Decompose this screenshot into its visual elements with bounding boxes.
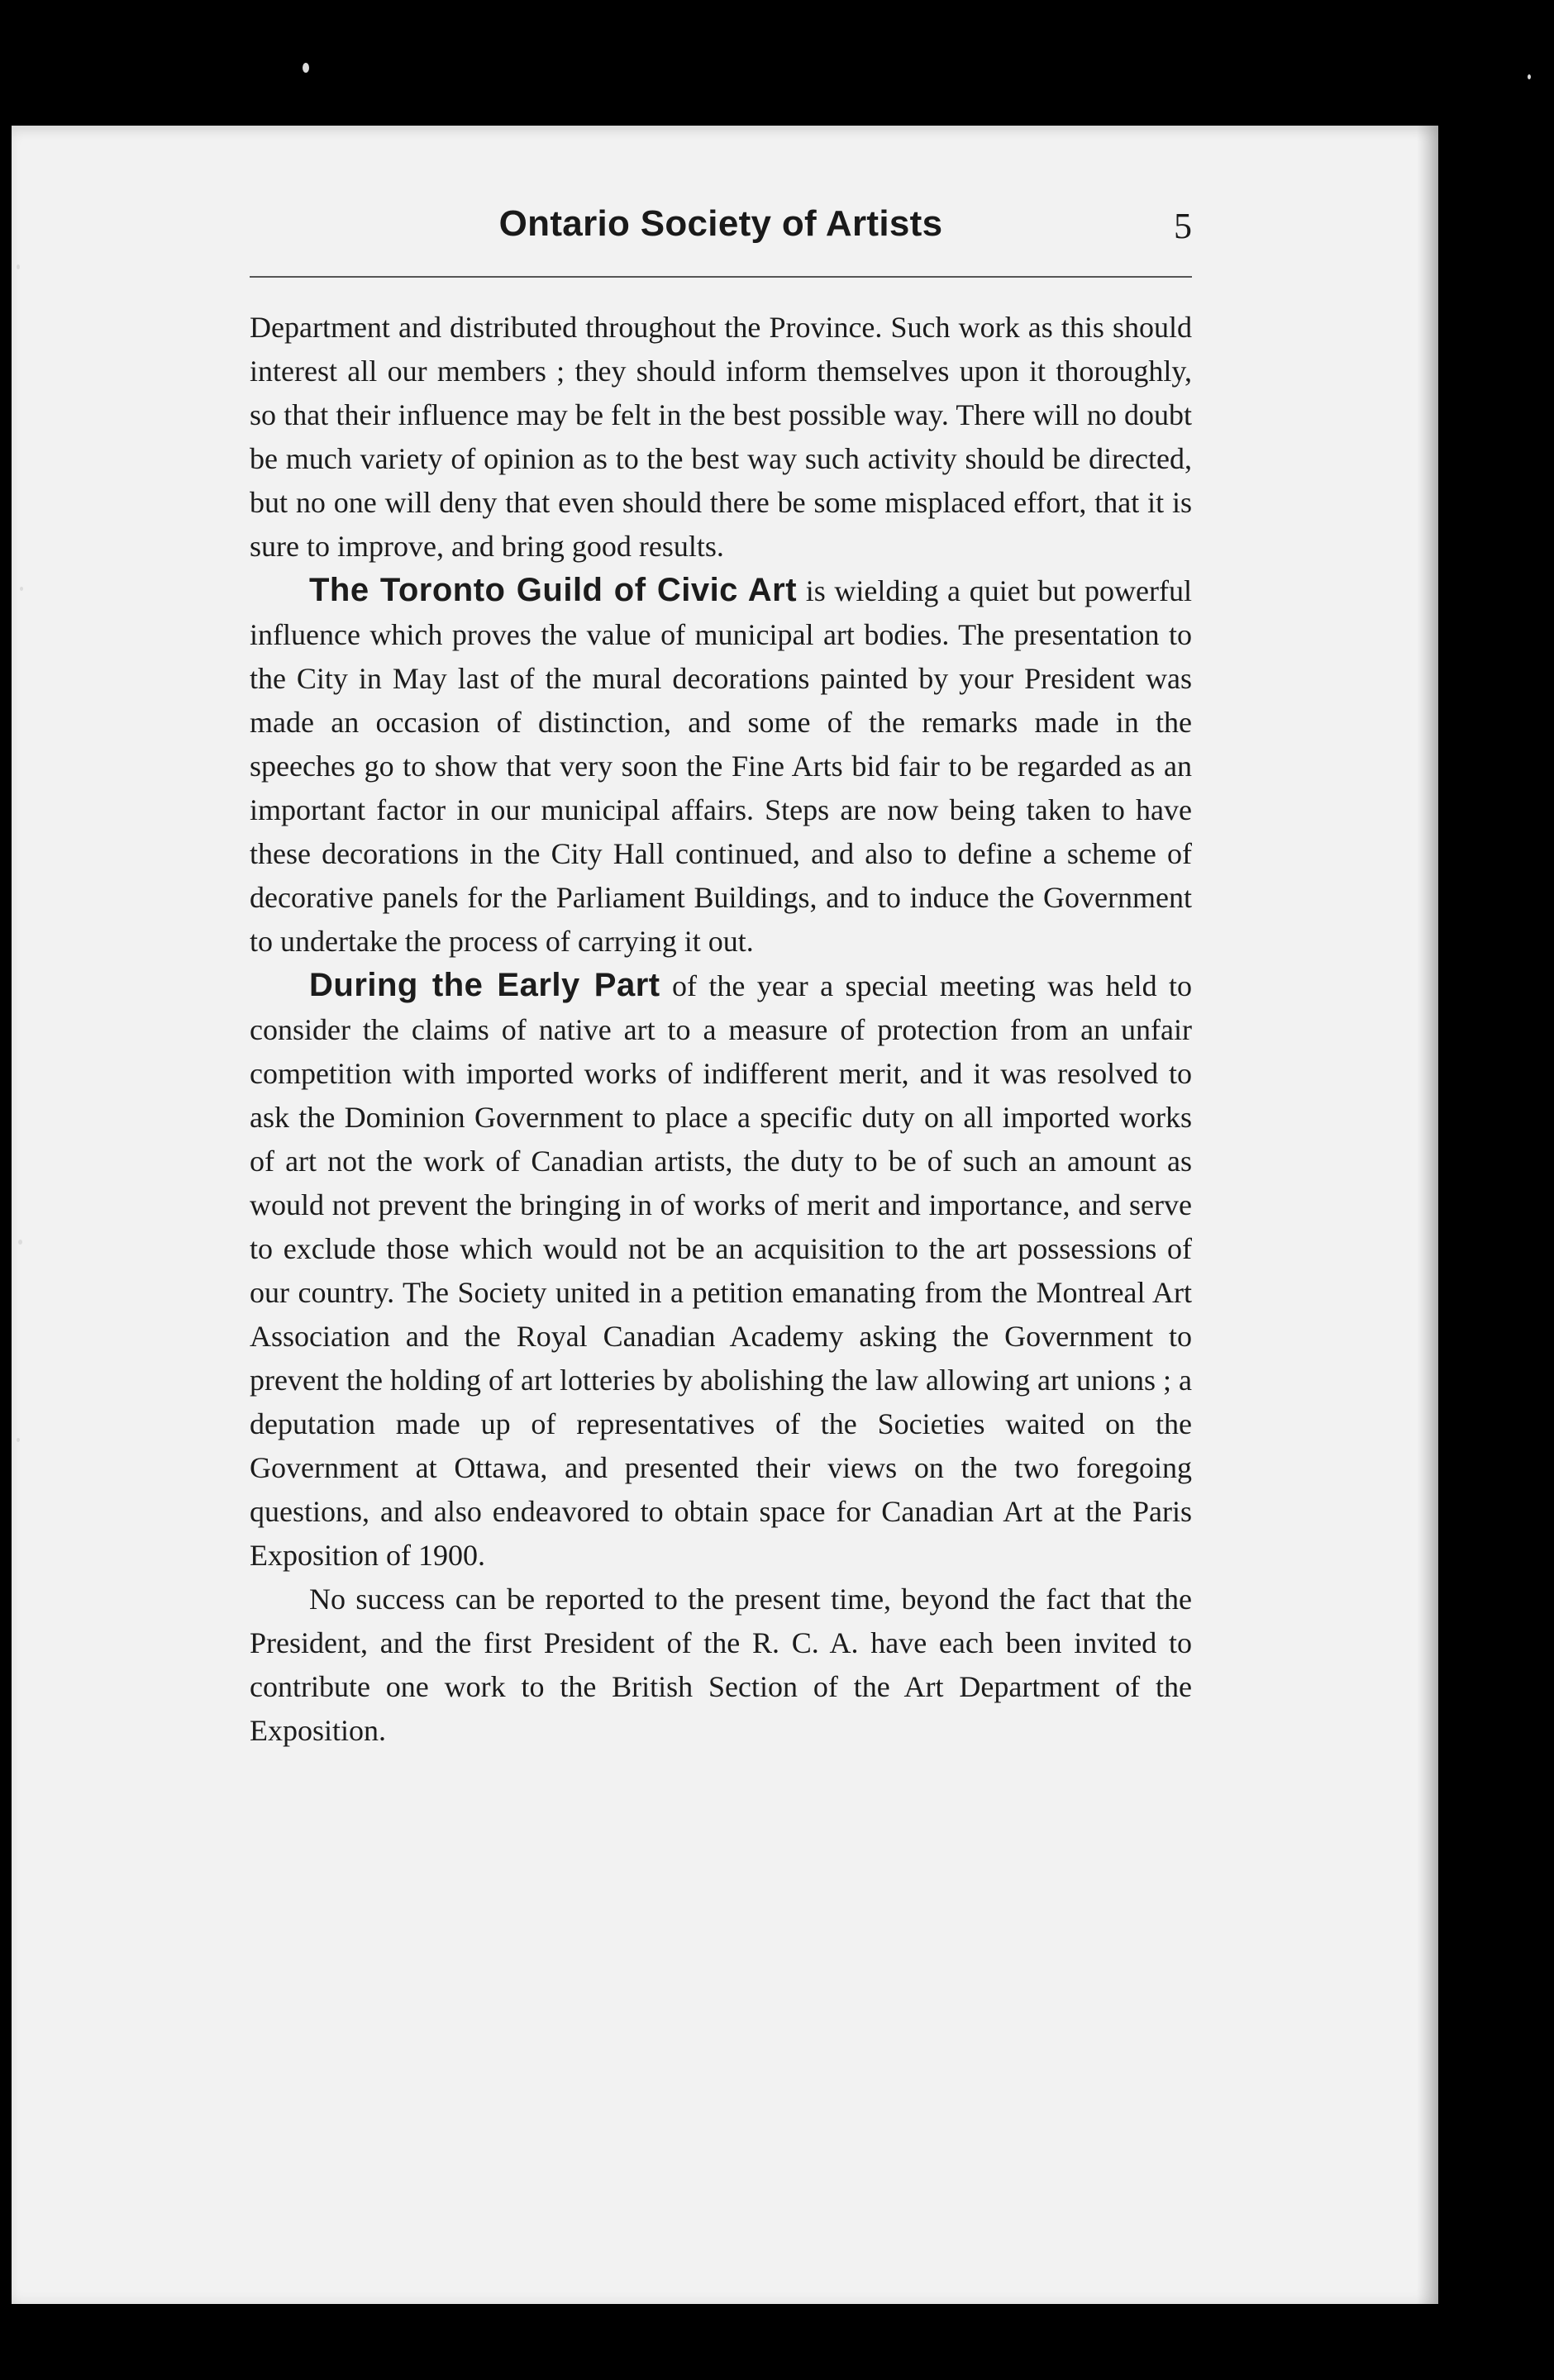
scan-speck [17, 264, 20, 269]
header-rule [250, 276, 1192, 278]
paragraph-4 [250, 1578, 1192, 1753]
scan-speck [18, 1240, 22, 1245]
paragraph-3-lead: During the Early Part [309, 967, 660, 1003]
paragraph-2-lead: The Toronto Guild of Civic Art [309, 572, 798, 608]
body-text [250, 306, 1192, 1753]
paragraph-2 [250, 569, 1192, 964]
paragraph-4-text: No success can be reported to the present time, beyond the fact that the President, and the first President of the R. C. A. have each been invited to contribute one work to the British Section of the Art Department of the Exposition. [250, 1583, 1192, 1747]
page-header [250, 203, 1192, 269]
running-title: Ontario Society of Artists [498, 203, 943, 244]
scan-speck [1528, 74, 1531, 79]
page-number: 5 [1174, 206, 1192, 246]
paragraph-1 [250, 306, 1192, 569]
paragraph-1-text: Department and distributed throughout the Province. Such work as this should interest all our members ; they should inform themselves upon it thoroughly, so that their influence may be felt in the best possible way. There will no doubt be much variety of opinion as to the best way such activity should be directed, but no one will deny that even should there be some misplaced effort, that it is sure to improve, and bring good results. [250, 311, 1192, 563]
scan-speck [303, 63, 309, 73]
paragraph-3-text: of the year a special meeting was held to consider the claims of native art to a measure of protection from an unfair competition with imported works of indifferent merit, and it was resolved to ask the Dominion Government to place a specific duty on all imported works of art not the work of Canadian artists, the duty to be of such an amount as would not prevent the bringing in of works of merit and importance, and serve to exclude those which would not be an acquisition to the art possessions of our country. The Society united in a petition emanating from the Montreal Art Association and the Royal Canadian Academy asking the Government to prevent the holding of art lotteries by abolishing the law allowing art unions ; a deputation made up of representatives of the Societies waited on the Government at Ottawa, and presented their views on the two foregoing questions, and also endeavored to obtain space for Canadian Art at the Paris Exposition of 1900. [250, 969, 1192, 1572]
scan-speck [17, 1438, 20, 1442]
page-edge-shadow [1417, 126, 1438, 2304]
paragraph-2-text: is wielding a quiet but powerful influence which proves the value of municipal art bodies. The presentation to the City in May last of the mural decorations painted by your President was made an occasion of distinction, and some of the remarks made in the speeches go to show that very soon the Fine Arts bid fair to be regarded as an important factor in our municipal affairs. Steps are now being taken to have these decorations in the City Hall continued, and also to define a scheme of decorative panels for the Parliament Buildings, and to induce the Government to undertake the process of carrying it out. [250, 574, 1192, 958]
paragraph-3 [250, 964, 1192, 1578]
scan-speck [20, 587, 23, 591]
